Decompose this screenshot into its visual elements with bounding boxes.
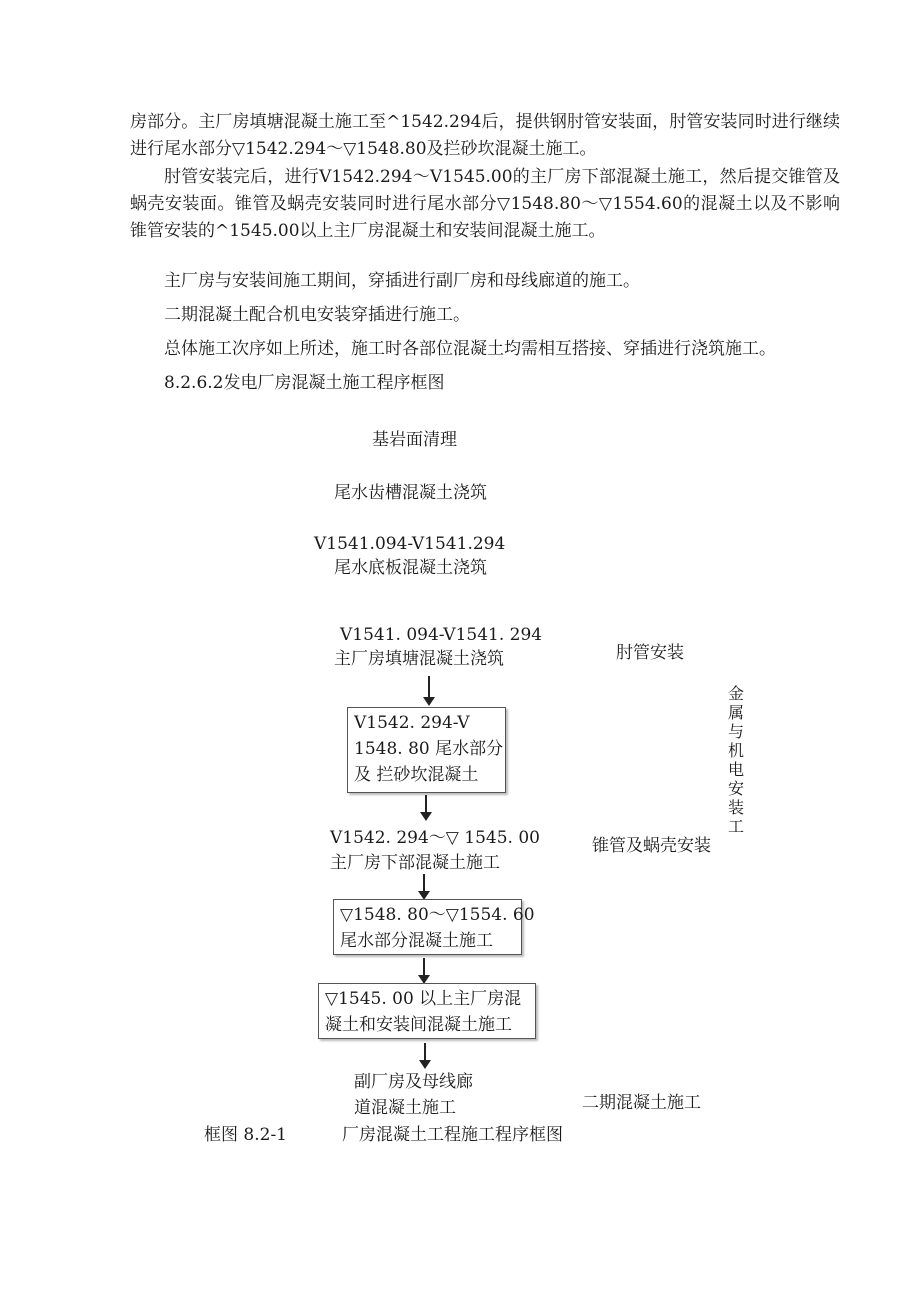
box-tailwater-sill-line-3: 及 拦砂坎混凝土 [354,765,479,785]
box-main-upper-line-1: ▽1545. 00 以上主厂房混 [325,989,522,1009]
box-tailwater-sill-line-2: 1548. 80 尾水部分 [354,739,504,759]
arrow-down-2 [425,795,427,815]
box-tailwater-upper-line-1: ▽1548. 80～▽1554. 60 [340,905,535,925]
box-tailwater-sill [347,707,506,793]
side-cone-spiral-install: 锥管及蜗壳安装 [592,836,711,856]
arrow-down-4 [423,958,425,978]
step-main-fill-label: 主厂房填塘混凝土浇筑 [334,649,504,669]
step-main-fill-elevation: V1541. 094-V1541. 294 [340,625,543,645]
arrow-down-1 [428,676,430,700]
paragraph-4: 二期混凝土配合机电安装穿插进行施工。 [164,305,470,325]
side-phase2-concrete: 二期混凝土施工 [582,1093,701,1113]
caption-number: 框图 8.2-1 [204,1125,287,1145]
paragraph-3: 主厂房与安装间施工期间，穿插进行副厂房和母线廊道的施工。 [164,271,640,291]
box-tailwater-sill-line-1: V1542. 294-V [354,713,470,733]
step-lower-powerhouse-label: 主厂房下部混凝土施工 [330,853,500,873]
caption-title: 厂房混凝土工程施工程序框图 [342,1125,563,1145]
box-tailwater-upper-line-2: 尾水部分混凝土施工 [340,931,493,951]
box-main-upper-assembly [318,983,536,1039]
section-heading: 8.2.6.2发电厂房混凝土施工程序框图 [164,373,445,393]
side-metal-electromech-install: 金属与机电安装工 [727,684,744,836]
box-tailwater-upper [333,899,535,955]
paragraph-2: 肘管安装完后，进行V1542.294～V1545.00的主厂房下部混凝土施工，然后提交锥管及蜗壳安装面。锥管及蜗壳安装同时进行尾水部分▽1548.80～▽1554.60的混凝土以及不影响锥管安装的^1545.00以上主厂房混凝土和安装间混凝土施工。 [130,167,840,241]
step-tailwater-floor-label: 尾水底板混凝土浇筑 [334,558,487,578]
step-lower-powerhouse-elevation: V1542. 294～▽ 1545. 00 [330,828,540,848]
paragraph-1: 房部分。主厂房填塘混凝土施工至^1542.294后，提供钢肘管安装面，肘管安装同时进行继续进行尾水部分▽1542.294～▽1548.80及拦砂坎混凝土施工。 [130,112,840,159]
box-main-upper-line-2: 凝土和安装间混凝土施工 [325,1015,512,1035]
arrow-down-3 [423,874,425,894]
step-bedrock-cleanup: 基岩面清理 [372,430,457,450]
arrow-down-5 [424,1043,426,1063]
step-aux-busbar-line-1: 副厂房及母线廊 [354,1072,473,1092]
step-aux-busbar-line-2: 道混凝土施工 [354,1098,456,1118]
step-tailwater-floor-elevation: V1541.094-V1541.294 [314,534,506,554]
paragraph-5: 总体施工次序如上所述，施工时各部位混凝土均需相互搭接、穿插进行浇筑施工。 [164,339,776,359]
side-elbow-install: 肘管安装 [616,643,684,663]
step-tailwater-trench: 尾水齿槽混凝土浇筑 [334,483,487,503]
